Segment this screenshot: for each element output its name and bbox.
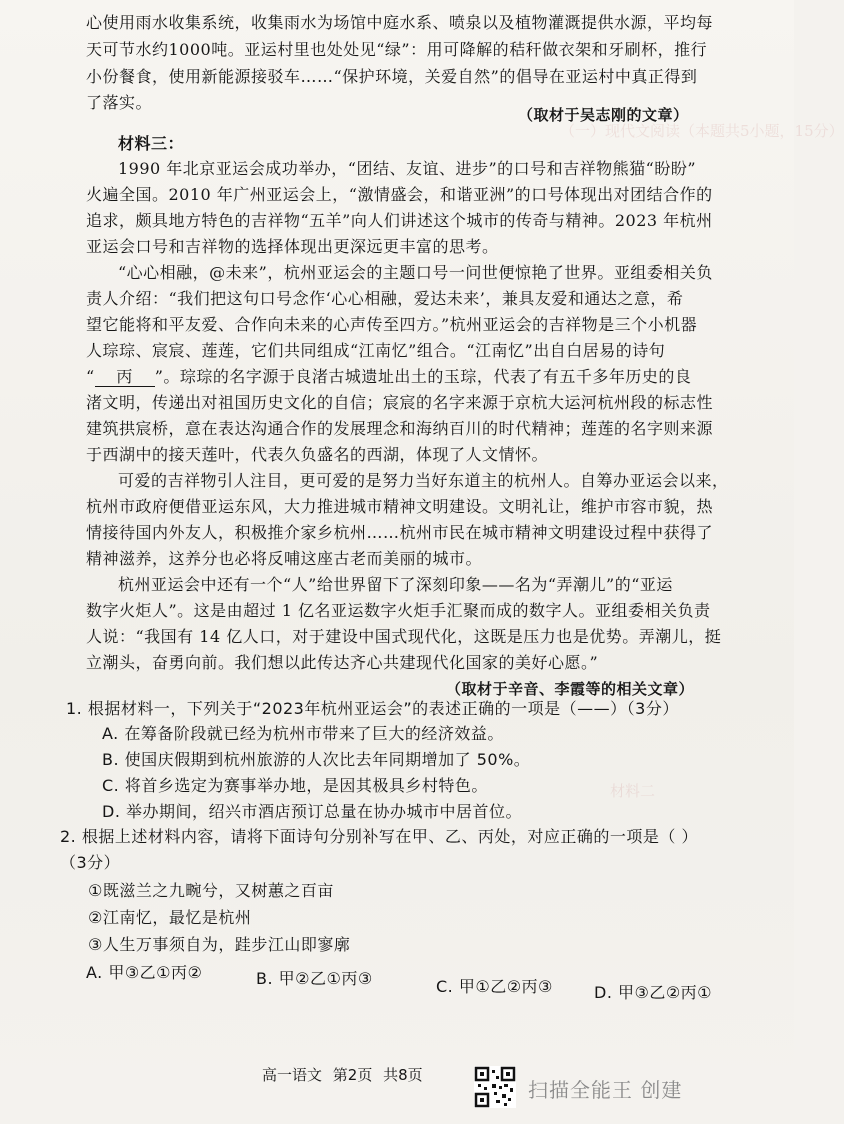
qr-code-icon (474, 1066, 516, 1108)
bleed-through-mark: 材料二 (610, 782, 656, 800)
question-1-option: A. 在筹备阶段就已经为杭州市带来了巨大的经济效益。 (102, 724, 504, 743)
source-citation: （取材于辛音、李霞等的相关文章） (446, 680, 695, 698)
footer-total: 共8页 (383, 1066, 423, 1084)
text-line: 建筑拱宸桥，意在表达沟通合作的发展理念和海纳百川的时代精神；莲莲的名字则来源 (86, 419, 714, 438)
poem-line: ②江南忆，最忆是杭州 (88, 908, 252, 927)
question-2-stem: 2. 根据上述材料内容，请将下面诗句分别补写在甲、乙、丙处，对应正确的一项是（ ） (60, 827, 698, 846)
text-line: 情接待国内外友人，积极推介家乡杭州……杭州市民在城市精神文明建设过程中获得了 (86, 523, 714, 542)
footer-page: 第2页 (332, 1066, 373, 1084)
question-2-stem-cont: （3分） (60, 853, 121, 872)
answer-choice: D. 甲③乙②丙① (594, 983, 713, 1002)
text-span: ”。琮琮的名字源于良渚古城遗址出土的玉琮，代表了有五千多年历史的良 (154, 367, 692, 386)
footer-subject: 高一语文 (262, 1066, 323, 1084)
text-line: 杭州市政府便借亚运东风，大力推进城市精神文明建设。文明礼让，维护市容市貌，热 (86, 497, 714, 516)
text-line: 望它能将和平友爱、合作向未来的心声传至四方。”杭州亚运会的吉祥物是三个小机器 (86, 315, 698, 334)
answer-choice: A. 甲③乙①丙② (86, 963, 203, 982)
text-line: 数字火炬人”。这是由超过 1 亿名亚运数字火炬手汇聚而成的数字人。亚组委相关负责 (86, 601, 711, 620)
text-line: 人说：“我国有 14 亿人口，对于建设中国式现代化，这既是压力也是优势。弄潮儿，挺 (86, 627, 722, 646)
question-1-option: D. 举办期间，绍兴市酒店预订总量在协办城市中居首位。 (102, 802, 522, 821)
page-footer (262, 1064, 423, 1085)
text-line: 亚运会口号和吉祥物的选择体现出更深远更丰富的思考。 (86, 237, 499, 256)
text-line: 心使用雨水收集系统，收集雨水为场馆中庭水系、喷泉以及植物灌溉提供水源，平均每 (86, 13, 714, 32)
bleed-through-mark: （一）现代文阅读（本题共5小题，15分） (560, 122, 844, 140)
scanner-watermark: 扫描全能王 创建 (528, 1078, 683, 1102)
text-line: 火遍全国。2010 年广州亚运会上，“激情盛会，和谐亚洲”的口号体现出对团结合作的 (86, 185, 713, 204)
text-line: 了落实。 (86, 93, 153, 112)
poem-line: ①既滋兰之九畹兮，又树蕙之百亩 (88, 881, 334, 900)
answer-choice: B. 甲②乙①丙③ (256, 969, 373, 988)
text-line: 天可节水约1000吨。亚运村里也处处见“绿”：用可降解的秸秆做衣架和牙刷杯，推行 (86, 40, 708, 59)
text-line: 杭州亚运会中还有一个“人”给世界留下了深刻印象——名为“弄潮儿”的“亚运 (118, 575, 673, 594)
text-line: 1990 年北京亚运会成功举办，“团结、友谊、进步”的口号和吉祥物熊猫“盼盼” (118, 159, 697, 178)
fill-blank: 丙 (95, 368, 155, 387)
text-line: 于西湖中的接天莲叶，代表久负盛名的西湖，体现了人文情怀。 (86, 445, 549, 464)
source-citation: （取材于吴志刚的文章） (518, 106, 689, 124)
text-line: 渚文明，传递出对祖国历史文化的自信；宸宸的名字来源于京杭大运河杭州段的标志性 (86, 393, 714, 412)
text-line: 人琮琮、宸宸、莲莲，它们共同组成“江南忆”组合。“江南忆”出自白居易的诗句 (86, 341, 666, 360)
quote-mark: “ (86, 367, 95, 386)
text-line: 精神滋养，这养分也必将反哺这座古老而美丽的城市。 (86, 549, 483, 568)
text-line-with-blank (86, 366, 691, 388)
text-line: 追求，颇具地方特色的吉祥物“五羊”向人们讲述这个城市的传奇与精神。2023 年杭州 (86, 211, 713, 230)
poem-line: ③人生万事须自为，跬步江山即寥廓 (88, 935, 351, 954)
text-line: 可爱的吉祥物引人注目，更可爱的是努力当好东道主的杭州人。自筹办亚运会以来， (118, 471, 729, 490)
question-1-option: B. 使国庆假期到杭州旅游的人次比去年同期增加了 50%。 (102, 750, 531, 769)
question-1-stem: 1. 根据材料一，下列关于“2023年杭州亚运会”的表述正确的一项是（——）（3分） (66, 699, 679, 718)
answer-choice: C. 甲①乙②丙③ (436, 977, 553, 996)
text-line: 立潮头，奋勇向前。我们想以此传达齐心共建现代化国家的美好心愿。” (86, 653, 599, 672)
section-heading: 材料三： (118, 134, 185, 153)
question-1-option: C. 将首乡选定为赛事举办地，是因其极具乡村特色。 (102, 776, 488, 795)
text-line: 小份餐食，使用新能源接驳车……“保护环境，关爱自然”的倡导在亚运村中真正得到 (86, 67, 698, 86)
text-line: 责人介绍：“我们把这句口号念作‘心心相融，爱达未来’，兼具友爱和通达之意，希 (86, 289, 684, 308)
text-line: “心心相融，@未来”，杭州亚运会的主题口号一问世便惊艳了世界。亚组委相关负 (118, 263, 713, 282)
